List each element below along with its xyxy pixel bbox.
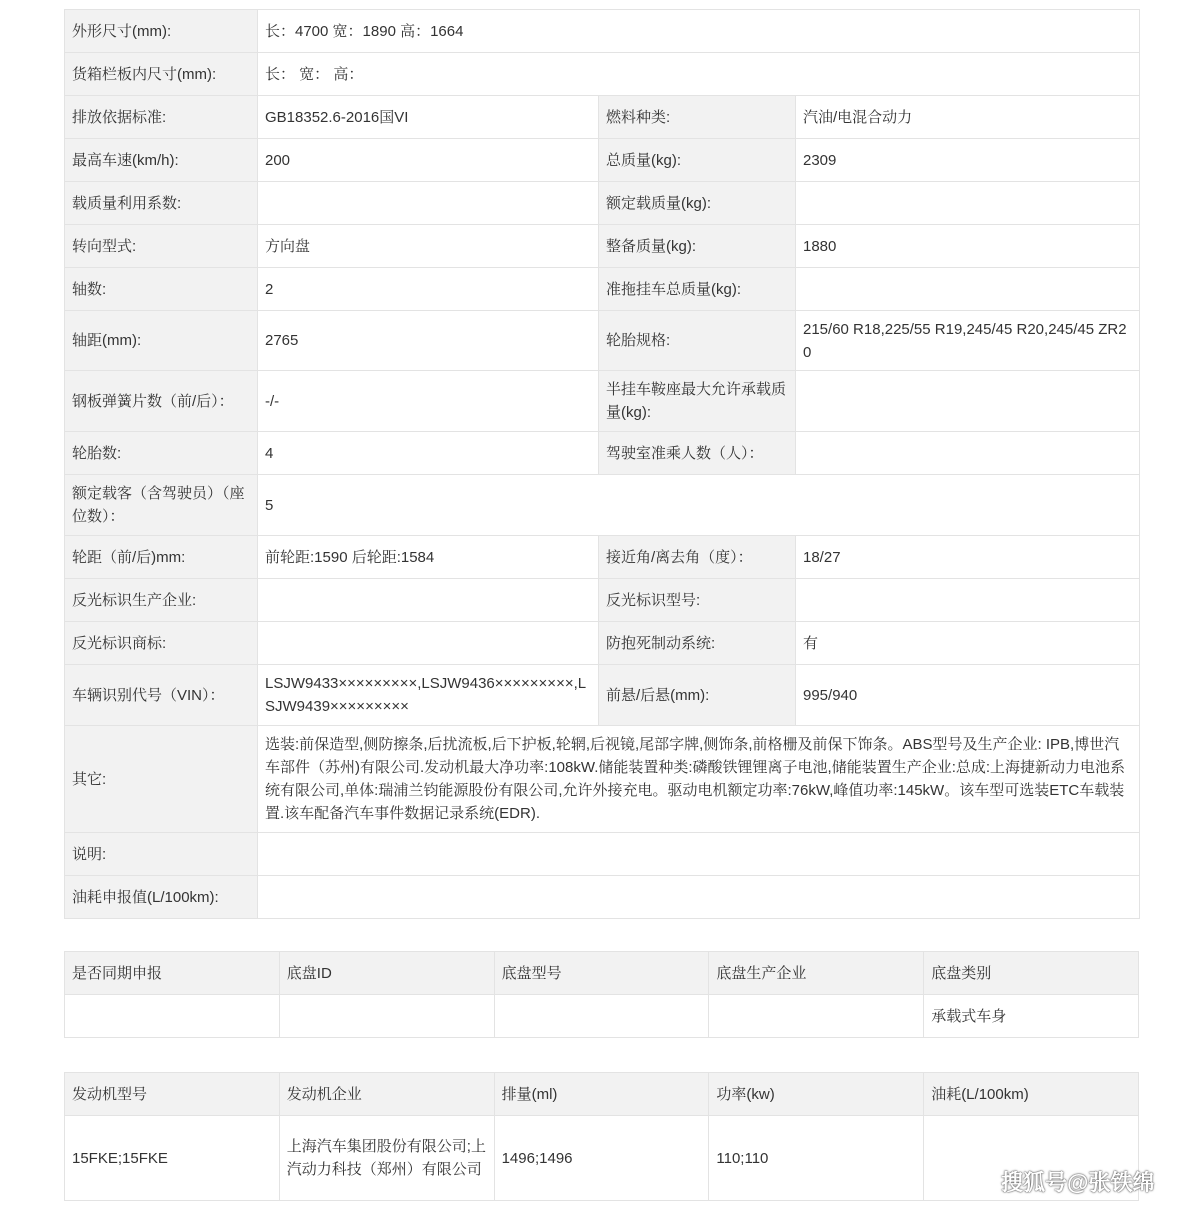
engine-header-cell: 排量(ml) <box>494 1073 709 1116</box>
chassis-data-cell <box>279 995 494 1038</box>
spec-row-speed <box>65 139 1140 182</box>
axles-label: 轴数: <box>65 268 258 311</box>
chassis-data-cell <box>494 995 709 1038</box>
chassis-data-row <box>65 995 1139 1038</box>
vin-value: LSJW9433×××××××××,LSJW9436×××××××××,LSJW9439××××××××× <box>258 665 599 726</box>
spec-row-emission <box>65 96 1140 139</box>
dimensions-value: 长：4700 宽：1890 高：1664 <box>258 10 1140 53</box>
chassis-header-cell: 底盘型号 <box>494 952 709 995</box>
fuel-consumption-label: 油耗申报值(L/100km): <box>65 876 258 919</box>
tire-spec-value: 215/60 R18,225/55 R19,245/45 R20,245/45 ZR20 <box>796 311 1140 371</box>
tire-count-value: 4 <box>258 432 599 475</box>
engine-data-cell: 110;110 <box>709 1116 924 1201</box>
rated-passengers-label: 额定载客（含驾驶员）（座位数）： <box>65 475 258 536</box>
fuel-type-value: 汽油/电混合动力 <box>796 96 1140 139</box>
cab-passengers-label: 驾驶室准乘人数（人）： <box>599 432 796 475</box>
abs-label: 防抱死制动系统: <box>599 622 796 665</box>
trailer-mass-label: 准拖挂车总质量(kg): <box>599 268 796 311</box>
overhang-label: 前悬/后悬(mm): <box>599 665 796 726</box>
overhang-value: 995/940 <box>796 665 1140 726</box>
spec-row-steering <box>65 225 1140 268</box>
load-coefficient-label: 载质量利用系数: <box>65 182 258 225</box>
max-speed-label: 最高车速(km/h): <box>65 139 258 182</box>
spec-row-fuel-consumption <box>65 876 1140 919</box>
dimensions-label: 外形尺寸(mm): <box>65 10 258 53</box>
reflector-model-value <box>796 579 1140 622</box>
reflector-brand-label: 反光标识商标: <box>65 622 258 665</box>
engine-data-cell: 15FKE;15FKE <box>65 1116 280 1201</box>
spec-row-track <box>65 536 1140 579</box>
spec-row-brand-abs <box>65 622 1140 665</box>
spec-row-other <box>65 726 1140 833</box>
curb-mass-label: 整备质量(kg): <box>599 225 796 268</box>
reflector-maker-label: 反光标识生产企业: <box>65 579 258 622</box>
chassis-data-cell: 承载式车身 <box>924 995 1139 1038</box>
engine-data-cell: 上海汽车集团股份有限公司;上汽动力科技（郑州）有限公司 <box>279 1116 494 1201</box>
spec-row-wheelbase <box>65 311 1140 371</box>
wheelbase-label: 轴距(mm): <box>65 311 258 371</box>
engine-data-row <box>65 1116 1139 1201</box>
other-label: 其它: <box>65 726 258 833</box>
cargo-box-value: 长： 宽： 高： <box>258 53 1140 96</box>
engine-header-row <box>65 1073 1139 1116</box>
fuel-type-label: 燃料种类: <box>599 96 796 139</box>
leaf-springs-label: 钢板弹簧片数（前/后）： <box>65 371 258 432</box>
curb-mass-value: 1880 <box>796 225 1140 268</box>
max-speed-value: 200 <box>258 139 599 182</box>
leaf-springs-value: -/- <box>258 371 599 432</box>
other-value: 选装:前保造型,侧防擦条,后扰流板,后下护板,轮辋,后视镜,尾部字牌,侧饰条,前格栅及前保下饰条。ABS型号及生产企业: IPB,博世汽车部件（苏州)有限公司.发动机最大净功率:108kW.储能装置种类:磷酸铁锂锂离子电池,储能装置生产企业:总成:上海捷新动力电池系统有限公司,单体:瑞浦兰钧能源股份有限公司,允许外接充电。驱动电机额定功率:76kW,峰值功率:145kW。该车型可选装ETC车载装置.该车配备汽车事件数据记录系统(EDR). <box>258 726 1140 833</box>
gross-mass-label: 总质量(kg): <box>599 139 796 182</box>
engine-header-cell: 油耗(L/100km) <box>924 1073 1139 1116</box>
engine-table <box>64 1072 1139 1201</box>
rated-load-label: 额定载质量(kg): <box>599 182 796 225</box>
chassis-data-cell <box>65 995 280 1038</box>
vehicle-spec-table <box>64 9 1140 919</box>
spec-row-passengers <box>65 475 1140 536</box>
chassis-header-row <box>65 952 1139 995</box>
spec-row-cargo-box <box>65 53 1140 96</box>
steering-value: 方向盘 <box>258 225 599 268</box>
spec-row-axles <box>65 268 1140 311</box>
chassis-header-cell: 是否同期申报 <box>65 952 280 995</box>
track-value: 前轮距:1590 后轮距:1584 <box>258 536 599 579</box>
chassis-header-cell: 底盘类别 <box>924 952 1139 995</box>
spec-row-springs <box>65 371 1140 432</box>
abs-value: 有 <box>796 622 1140 665</box>
trailer-mass-value <box>796 268 1140 311</box>
saddle-load-value <box>796 371 1140 432</box>
emission-standard-label: 排放依据标准: <box>65 96 258 139</box>
steering-label: 转向型式: <box>65 225 258 268</box>
load-coefficient-value <box>258 182 599 225</box>
engine-header-cell: 功率(kw) <box>709 1073 924 1116</box>
reflector-brand-value <box>258 622 599 665</box>
spec-row-load <box>65 182 1140 225</box>
chassis-header-cell: 底盘ID <box>279 952 494 995</box>
gross-mass-value: 2309 <box>796 139 1140 182</box>
fuel-consumption-value <box>258 876 1140 919</box>
tire-count-label: 轮胎数: <box>65 432 258 475</box>
spec-row-tires <box>65 432 1140 475</box>
saddle-load-label: 半挂车鞍座最大允许承载质量(kg): <box>599 371 796 432</box>
chassis-table <box>64 951 1139 1038</box>
engine-data-cell: 1496;1496 <box>494 1116 709 1201</box>
wheelbase-value: 2765 <box>258 311 599 371</box>
emission-standard-value: GB18352.6-2016国VI <box>258 96 599 139</box>
cargo-box-label: 货箱栏板内尺寸(mm): <box>65 53 258 96</box>
vin-label: 车辆识别代号（VIN）： <box>65 665 258 726</box>
notes-label: 说明: <box>65 833 258 876</box>
spec-row-vin <box>65 665 1140 726</box>
spec-row-notes <box>65 833 1140 876</box>
engine-header-cell: 发动机企业 <box>279 1073 494 1116</box>
reflector-maker-value <box>258 579 599 622</box>
chassis-header-cell: 底盘生产企业 <box>709 952 924 995</box>
engine-header-cell: 发动机型号 <box>65 1073 280 1116</box>
cab-passengers-value <box>796 432 1140 475</box>
notes-value <box>258 833 1140 876</box>
rated-passengers-value: 5 <box>258 475 1140 536</box>
reflector-model-label: 反光标识型号: <box>599 579 796 622</box>
track-label: 轮距（前/后)mm: <box>65 536 258 579</box>
spec-row-reflector <box>65 579 1140 622</box>
approach-angle-label: 接近角/离去角（度）： <box>599 536 796 579</box>
approach-angle-value: 18/27 <box>796 536 1140 579</box>
tire-spec-label: 轮胎规格: <box>599 311 796 371</box>
axles-value: 2 <box>258 268 599 311</box>
watermark: 搜狐号@张铁绵 <box>1001 1170 1155 1195</box>
rated-load-value <box>796 182 1140 225</box>
chassis-data-cell <box>709 995 924 1038</box>
spec-row-dimensions <box>65 10 1140 53</box>
